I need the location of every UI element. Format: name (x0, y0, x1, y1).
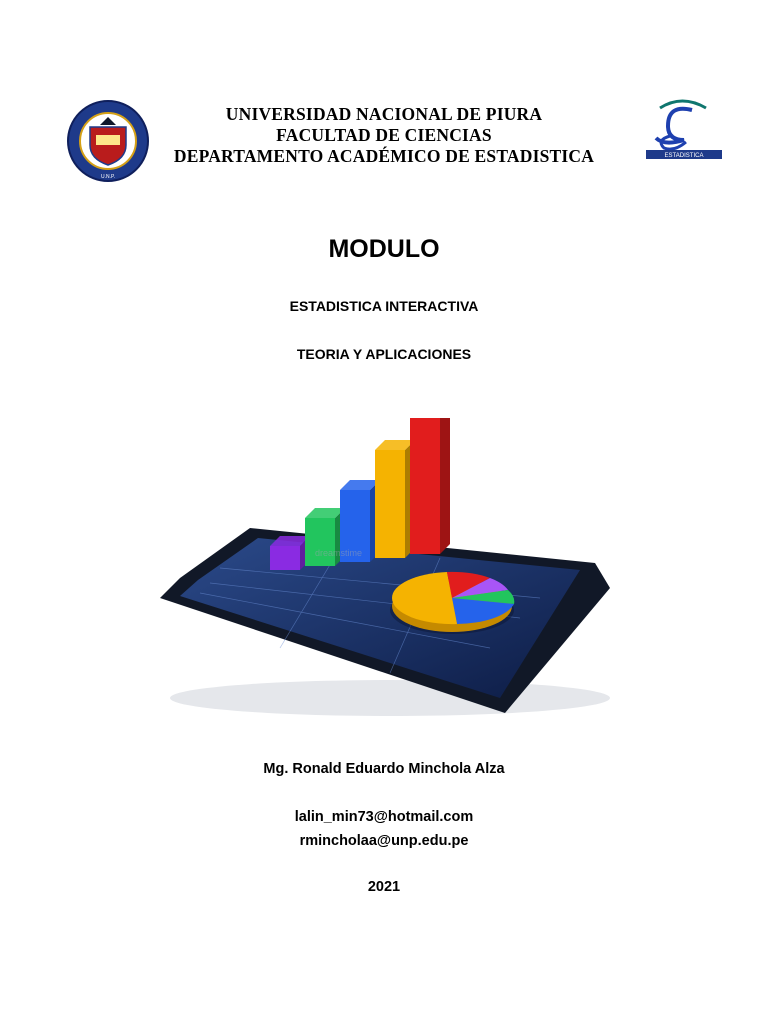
author-name: Mg. Ronald Eduardo Minchola Alza (263, 761, 505, 777)
bar-yellow (375, 440, 415, 558)
pie-chart (390, 572, 514, 634)
document-title: MODULO (328, 235, 440, 263)
bar-red (410, 418, 450, 554)
author-email-1[interactable]: lalin_min73@hotmail.com (294, 809, 474, 825)
document-year: 2021 (367, 879, 401, 895)
document-subtitle-2: TEORIA Y APLICACIONES (296, 346, 472, 362)
seal-bottom-text: U.N.P. (100, 174, 116, 180)
department-name: DEPARTAMENTO ACADÉMICO DE ESTADISTICA (173, 146, 595, 166)
document-subtitle: ESTADISTICA INTERACTIVA (289, 298, 479, 314)
bar-purple (270, 536, 310, 570)
university-name: UNIVERSIDAD NACIONAL DE PIURA (225, 104, 543, 124)
tablet-chart-illustration (140, 418, 630, 728)
author-email-2[interactable]: rmincholaa@unp.edu.pe (299, 833, 469, 849)
watermark-text: dreamstime (315, 548, 363, 558)
institution-header (0, 104, 768, 167)
logo-caption: ESTADISTICA (664, 153, 704, 159)
faculty-name: FACULTAD DE CIENCIAS (276, 125, 492, 145)
